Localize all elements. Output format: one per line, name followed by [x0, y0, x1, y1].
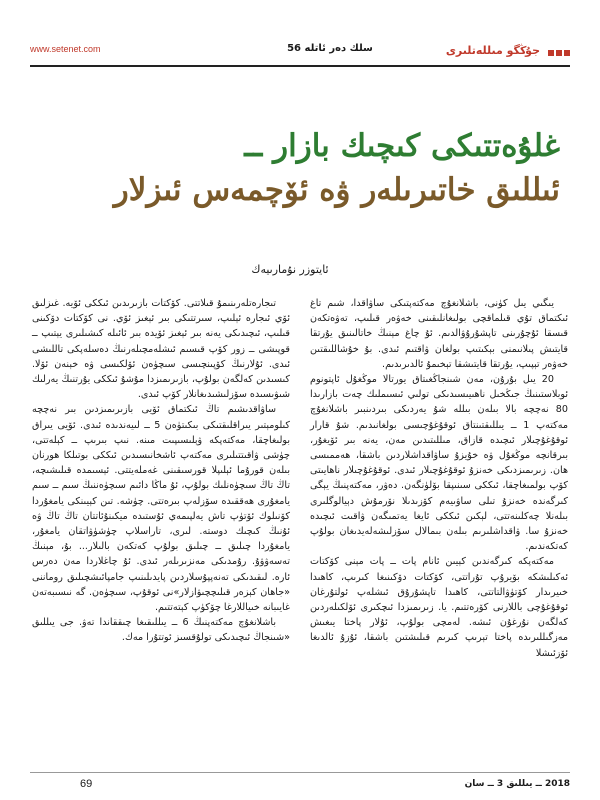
article-title-line1: غلۇەتتىكى كىچىك بازار ــ	[244, 128, 560, 164]
page-header	[30, 40, 570, 60]
page-number: 69	[80, 778, 93, 790]
page-footer	[30, 778, 570, 794]
article-title-line2: ئىللىق خاتىرىلەر ۋە ئۆچمەس ئىزلار	[113, 172, 560, 208]
article-author: ئايتوزر نۇمارىيەك	[251, 263, 329, 276]
paragraph: مەكتەپكە كىرگەندىن كېيىن ئانام پات ــ پات مېنى كۆكتات ئەكىلىشكە بۆيرۇپ تۇراتتى، كۆكتات دۆكىنىغا كىرىپ، كاھىدا خىيرىدار كۆتۈۋالتاتتى، كاھىدا تاپشۇرۇق ئىشلەپ ئولتۇرغان ئوقۇغۇچى باللارنى كۆرەتتىم. يا. زىرىمىزدا ئىچكىرى ئۆلكىلەردىن كەلگەن نۇرغۇن ئىشە. لەمچى بولۇپ، ئۇلار پاختا يىغىش مەزگىللىرىدە پاختا تېرىپ كىرىم قىلىشتىن باشقا، ئۇزۇ ئالدىغا ئۆزئىشلا	[310, 556, 568, 659]
section-name: جۇڭگو مىللەتلىرى	[445, 44, 540, 57]
body-column-right	[310, 296, 568, 661]
website-url[interactable]: www.setenet.com	[30, 44, 101, 54]
paragraph: يىگىي يىل كۈنى، باشلانغۇچ مەكتەپتىكى ساۋاقدا، شىم تاغ ئىكتماق تۇي قىلماقچى بولىغانلىقىنى خەۋەر قىلىپ، تەۋەتكەن قىسقا ئۇچۇرىنى تاپشۇرۇۋالدىم. ئۇ چاغ مېنىڭ خاتالىنىق يۇرتقا قايتىش پىلانىمنى بېكىتىپ بولغان ۋاقتىم ئىدى. بۇ خۇشاللىقتىن خەۋەر تېپىپ، يۇرتقا قايتىشقا تېخىمۇ ئالدىرىدىم.	[310, 298, 568, 370]
paragraph: باشلانغۇچ مەكتەپنىڭ 6 ــ يىللىقىغا چىققاندا تەۋ. جى يىللىق «شىنجاڭ ئىچىدىكى تولۇقسىز ئوتتۇرا مەك.	[32, 617, 290, 644]
paragraph: تىجارەتلەرىنىمۇ قىلاتتى. كۆكتات بازىرىدىن ئىككى ئۆيە. غىزلىق ئۆي ئىجارە ئېلىپ، سىرتتىكى بىر ئېغىز ئۆي. نى كۆكتات دۆكىنى قىلىپ، ئىچىدىكى يەنە بىر ئېغىز ئۆيدە بىر ئائىلە كىشىلىرى يېتىپ ــ قوپىشى ــ زور كۆپ قىسىم ئىشلەمچىلەرنىڭ دەسلەپكى تاللىشى ئىدى. ئۇلارنىڭ كۆپىنچىسى سىچۈەن ئۆلكىسى ۋە خېنەن ئۆلا. كىسىدىن كەلگەن بولۇپ، بازىرىمىزدا مۇشۇ ئىككى يۇرتنىڭ يەرلىك شىۋىسىدە سۆزلىشىدىغانلار كۆپ ئىدى.	[32, 298, 290, 401]
body-column-left	[32, 296, 290, 646]
footer-divider	[30, 772, 570, 773]
section-label	[446, 41, 570, 60]
paragraph: ساۋاقدىشىم تاڭ ئىكتماق ئۆيى بازىرىمىزدىن بىر نەچچە كىلومېتىر يىراقلىقتىكى بىكىتۈەن 5 ــ لىيەندىدە ئىدى. ئۆيى يىراق بولىغاچقا، مەكتەپكە ۋېلىسىپىت مىنە. نىپ بىرىپ ــ كېلەتتى، چۈشى ۋاقىتتىلىرى مەكتەپ ئاشخانىسىدىن ئىككى بوتىلكا ھورنان بىلەن قورۇما ئېلىپلا قورسىقىنى غەملەيتتى. ئېسىمدە قىلىشىچە، تاڭ تاڭ سىچۈەنلىك بولۇپ، ئۇ ماڭا دائىم سىچۈەننىڭ سىم ــ سىم يامغۇرى ھەققىدە سۆزلەپ بىرەتتى. چۈشە. تىن كېيىنكى يامغۇردا كۆنىلوك ئۆتۈپ تاش يەلپىمەي ئۇستىدە ميكىنۇئاتتان تاڭ تاڭ ۋە ئۇنىڭ كىچىك دوستە. لىرى، تاراسلاپ چۈشۈۋاتقان يامغۇر، يامغۇردا چىلىق ــ چىلىق بولۇپ كەتكەن بالىلار... بۇ، مېنىڭ تەسەۋۋۇ. رۇمدىكى مەنزىرىلەر ئىدى. ئۇ چاغلاردا مەن دەرس ئارە. لىقىدىكى تەنەپپۇسلاردىن پايدىلىنىپ جامپائىشچىلىق روماننى «جاھان كېزەر قىلىچچىۋازلار»نى ئوقۇپ، سىچۈەن. گە نىسىبەتەن غايىبانە خىياللارغا چۆكۈپ كېتەتتىم.	[32, 404, 290, 614]
issue-label: 2018 ــ يىللىق 3 ــ سان	[464, 779, 570, 789]
magazine-title: 56 سلك دەر ئاتلە	[287, 43, 373, 54]
paragraph: 20 يىل بۇرۇن، مەن شىنجاڭغىتاق يورتالا موڭغۇل ئاپتونوم ئوبلاستىنىڭ جىڭخىل ناھىيىسىدىكى تولىي ئىسىملىك چەت بازارىدا 80 نەچچە بالا بىلەن بىللە شۇ يەردىكى بىردىنبىر باشلانغۇچ مەكتەپ 1 ــ يىللىقتىنتاق ئوقۇغۇچىسى بولغانىدىم. شۇ قارار ئوقۇغۇچىلار ئىچىدە قازاق، مىللىتىدىن مەن، يەنە بىر ئۆيغۇر، بىرقانچە موڭغۇل ۋە خۇيزۇ ساۋاقداشلاردىن باشقا، ھەممىسى ھان. زىرىمىزدىكى خەنزۇ ئوقۇغۇچىلار ئىدى. ئوقۇغۇچىلار ناھايىتى كۆپ بولمىغاچقا، ئىككى سىنىپقا بۆلۈنگەن. دەۋر، مەكتەپنىڭ يېگى كىرگەندە خەنزۇ تىلى ساۋىيەم كۆزىدىلا نۆرمۇش دېيالوگلىرى بىلەنلا چەكلىنەتتى، لېكىن ئىككى ئايغا يەتمىگەن ۋاقىت ئىچىدە خەنزۇ سا. ۋاقداشلىرىم بىلەن بىمالال سۆزلىشەلەيدىغان بولۇپ كەتكەندىم.	[310, 374, 568, 553]
header-divider	[30, 65, 570, 67]
section-squares-icon	[546, 41, 570, 60]
